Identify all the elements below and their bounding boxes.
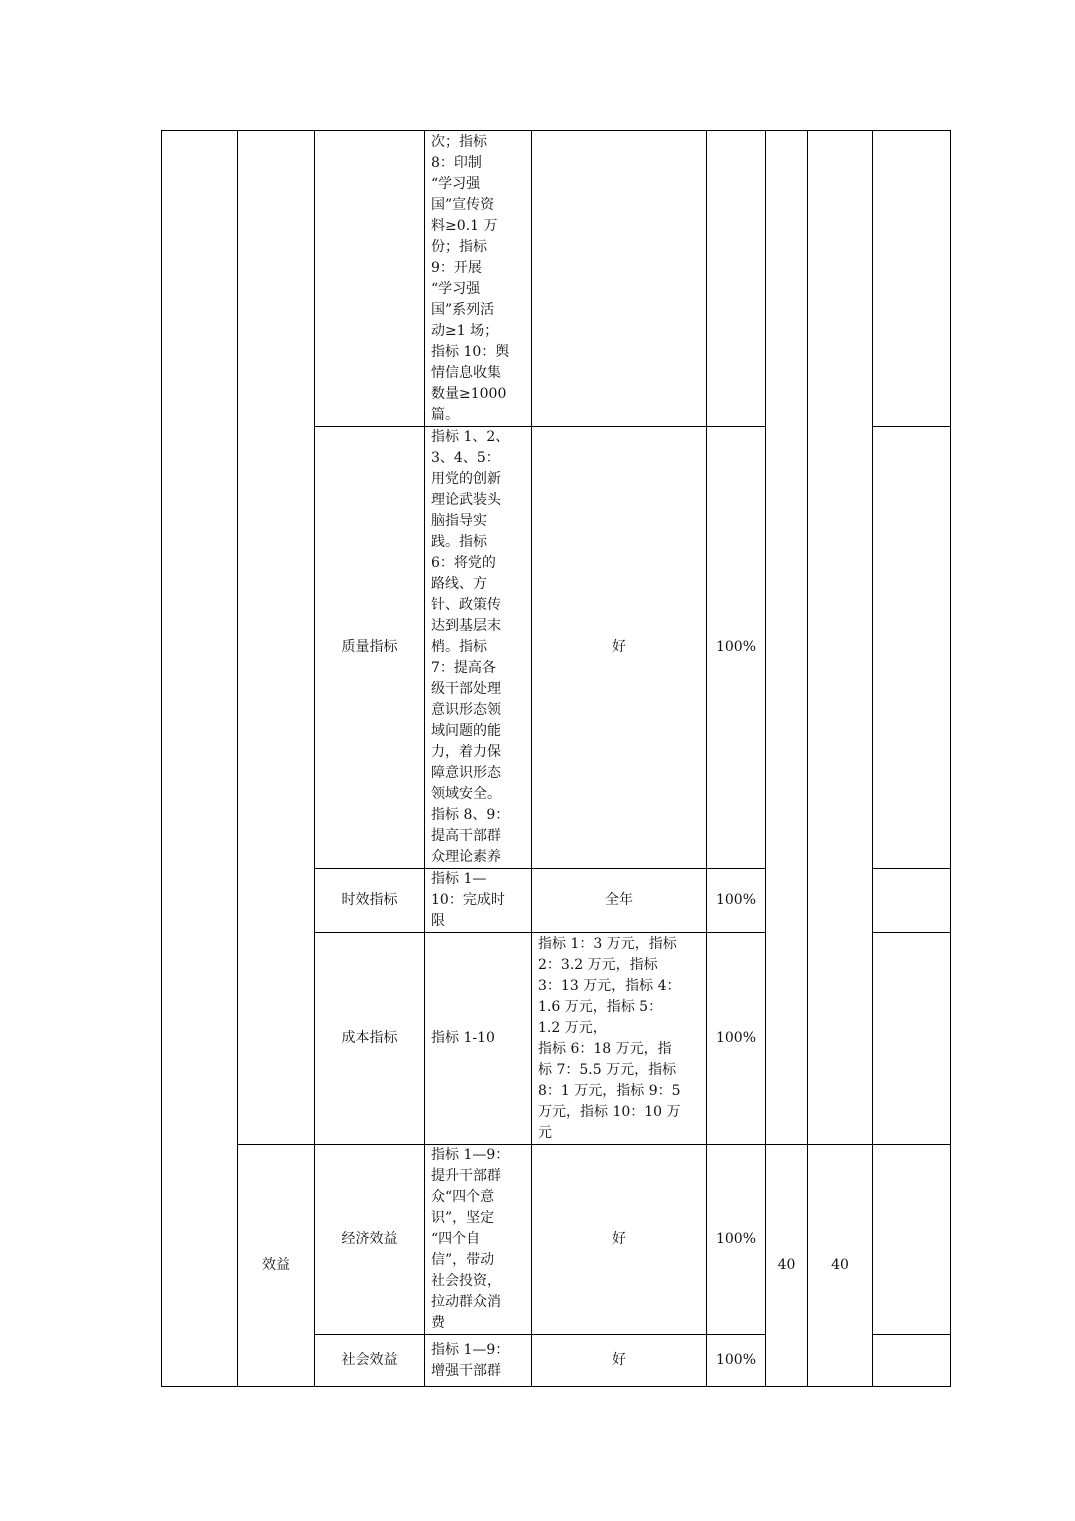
social-benefit-detail: 指标 1—9： 增强干部群 [425,1335,532,1387]
quality-indicator-detail: 指标 1、2、 3、4、5： 用党的创新 理论武装头 脑指导实 践。指标 6：将党的 路线、方 针、政策传 达到基层末 梢。指标 7：提高各 级干部处理 意识形态领 域问题的能 力，着力保 障意识形态 领域安全。 指标 8、9： 提高干部群 众理论素养 [425,427,532,869]
remark-cell [873,1145,951,1335]
cost-indicator-label: 成本指标 [315,933,425,1145]
performance-indicator-table [161,130,951,1387]
score-full-cell-output [766,131,808,1145]
level3-indicator-name-cell [315,131,425,427]
remark-cell [873,1335,951,1387]
table-row [162,1145,951,1335]
indicator-percent-cell [707,131,766,427]
timeliness-indicator-target: 全年 [532,869,707,933]
timeliness-indicator-percent: 100% [707,869,766,933]
remark-cell [873,427,951,869]
level1-indicator-cell [162,131,238,1387]
economic-benefit-target: 好 [532,1145,707,1335]
economic-benefit-detail: 指标 1—9： 提升干部群 众“四个意 识”，坚定 “四个自 信”，带动 社会投资， 拉动群众消 费 [425,1145,532,1335]
social-benefit-percent: 100% [707,1335,766,1387]
benefit-score-full: 40 [766,1145,808,1387]
economic-benefit-percent: 100% [707,1145,766,1335]
cost-indicator-detail: 指标 1-10 [425,933,532,1145]
timeliness-indicator-detail: 指标 1— 10：完成时 限 [425,869,532,933]
timeliness-indicator-label: 时效指标 [315,869,425,933]
indicator-target-cell [532,131,707,427]
benefit-score-got: 40 [808,1145,873,1387]
table-row [162,131,951,427]
cost-indicator-percent: 100% [707,933,766,1145]
social-benefit-label: 社会效益 [315,1335,425,1387]
remark-cell [873,933,951,1145]
score-got-cell-output [808,131,873,1145]
quality-indicator-label: 质量指标 [315,427,425,869]
quality-indicator-percent: 100% [707,427,766,869]
remark-cell [873,869,951,933]
level2-indicator-cell-output [238,131,315,1145]
social-benefit-target: 好 [532,1335,707,1387]
remark-cell [873,131,951,427]
quality-indicator-target: 好 [532,427,707,869]
cost-indicator-target: 指标 1：3 万元，指标 2：3.2 万元，指标 3：13 万元，指标 4： 1.6 万元，指标 5： 1.2 万元， 指标 6：18 万元，指 标 7：5.5 万元，指标 8：1 万元，指标 9：5 万元，指标 10：10 万 元 [532,933,707,1145]
indicator-detail-cell: 次；指标 8：印制 “学习强 国”宣传资 料≥0.1 万 份；指标 9：开展 “学习强 国”系列活 动≥1 场； 指标 10：舆 情信息收集 数量≥1000 篇。 [425,131,532,427]
benefit-category-label: 效益 [238,1145,315,1387]
economic-benefit-label: 经济效益 [315,1145,425,1335]
